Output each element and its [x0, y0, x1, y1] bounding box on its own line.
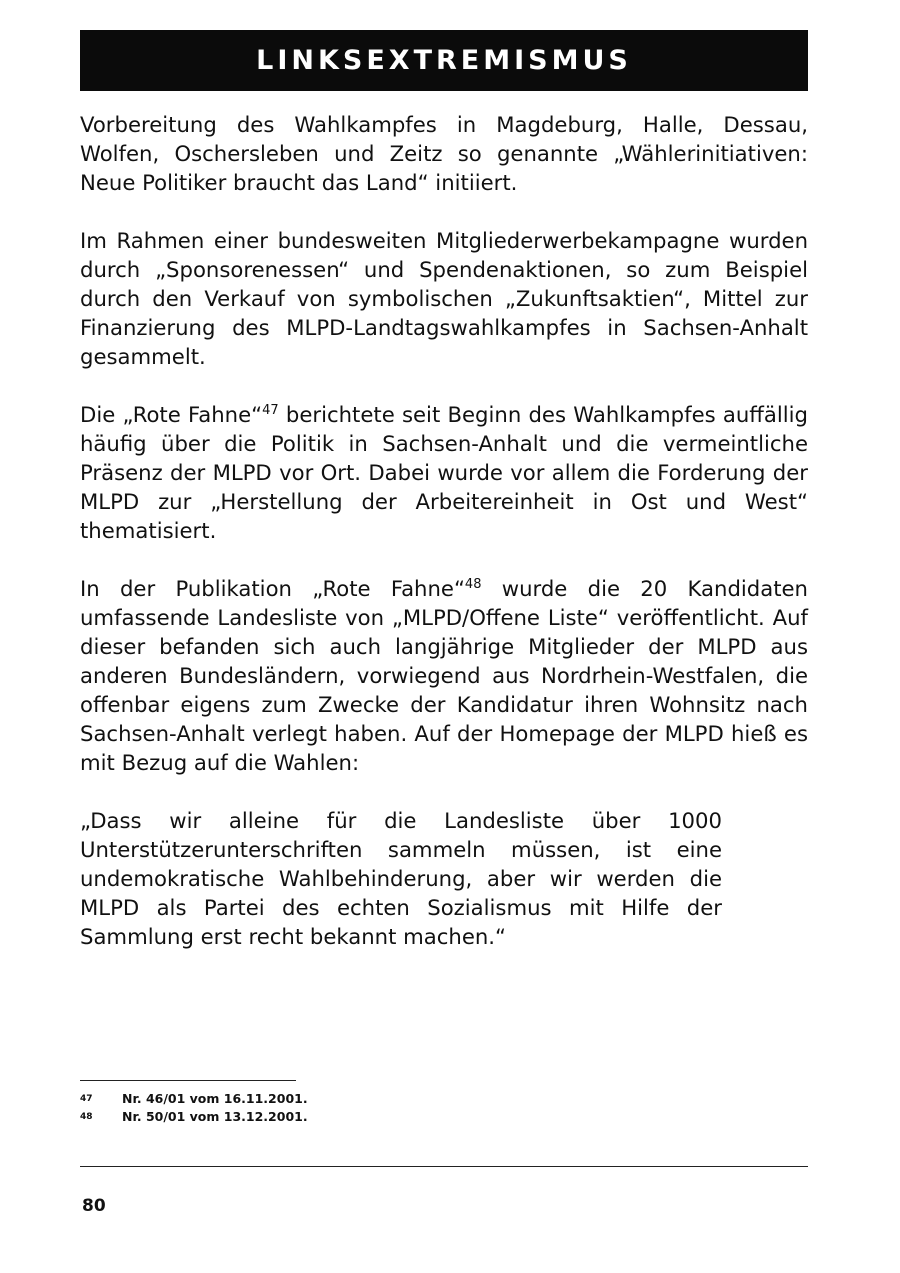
footnote-ref-48: 48	[464, 577, 482, 592]
paragraph-4: In der Publikation „Rote Fahne“$^{48}$ wurde die 20 Kandidaten umfassende Landesliste von „MLPD/Offene Liste“ veröffentlicht. Auf dieser befanden sich auch langjährige Mitglieder der MLPD aus anderen Bundesländern, vorwiegend aus Nordrhein-Westfalen, die offenbar eigens zum Zwecke der Kandidatur ihren Wohnsitz nach Sachsen-Anhalt verlegt haben. Auf der Homepage der MLPD hieß es mit Bezug auf die Wahlen:	[80, 576, 808, 775]
block-quote: „Dass wir alleine für die Landesliste über 1000 Unterstützerunterschriften sammeln müssen, ist eine undemokratische Wahlbehinderung, aber wir werden die MLPD als Partei des echten Sozialismus mit Hilfe der Sammlung erst recht bekannt machen.“	[80, 808, 722, 949]
footnote-item	[80, 1090, 580, 1108]
footnote-text: Nr. 46/01 vom 16.11.2001.	[122, 1091, 308, 1106]
paragraph-1: Vorbereitung des Wahlkampfes in Magdeburg, Halle, Dessau, Wolfen, Oschersleben und Zeitz so genannte „Wählerinitiativen: Neue Politiker braucht das Land“ initiiert.	[80, 112, 808, 195]
footnote-ref-47: 47	[262, 403, 279, 418]
footnotes	[80, 1090, 580, 1126]
footnote-text: Nr. 50/01 vom 13.12.2001.	[122, 1109, 308, 1124]
paragraph-3: Die „Rote Fahne“$^{47}$ berichtete seit Beginn des Wahlkampfes auffällig häufig über die Politik in Sachsen-Anhalt und die vermeintliche Präsenz der MLPD vor Ort. Dabei wurde vor allem die Forderung der MLPD zur „Herstellung der Arbeitereinheit in Ost und West“ thematisiert.	[80, 402, 808, 543]
section-header	[80, 30, 808, 91]
footnote-number: 47	[80, 1094, 93, 1104]
footnote-number: 48	[80, 1112, 93, 1122]
page-number: 80	[82, 1196, 106, 1216]
section-title: LINKSEXTREMISMUS	[256, 45, 632, 76]
footnote-divider	[80, 1080, 296, 1081]
paragraph-2: Im Rahmen einer bundesweiten Mitgliederwerbekampagne wurden durch „Sponsorenessen“ und Spendenaktionen, so zum Beispiel durch den Verkauf von symbolischen „Zukunftsaktien“, Mittel zur Finanzierung des MLPD-Landtagswahlkampfes in Sachsen-Anhalt gesammelt.	[80, 228, 808, 369]
page-footer-divider	[80, 1166, 808, 1167]
footnote-item	[80, 1108, 580, 1126]
body-text	[80, 110, 808, 980]
